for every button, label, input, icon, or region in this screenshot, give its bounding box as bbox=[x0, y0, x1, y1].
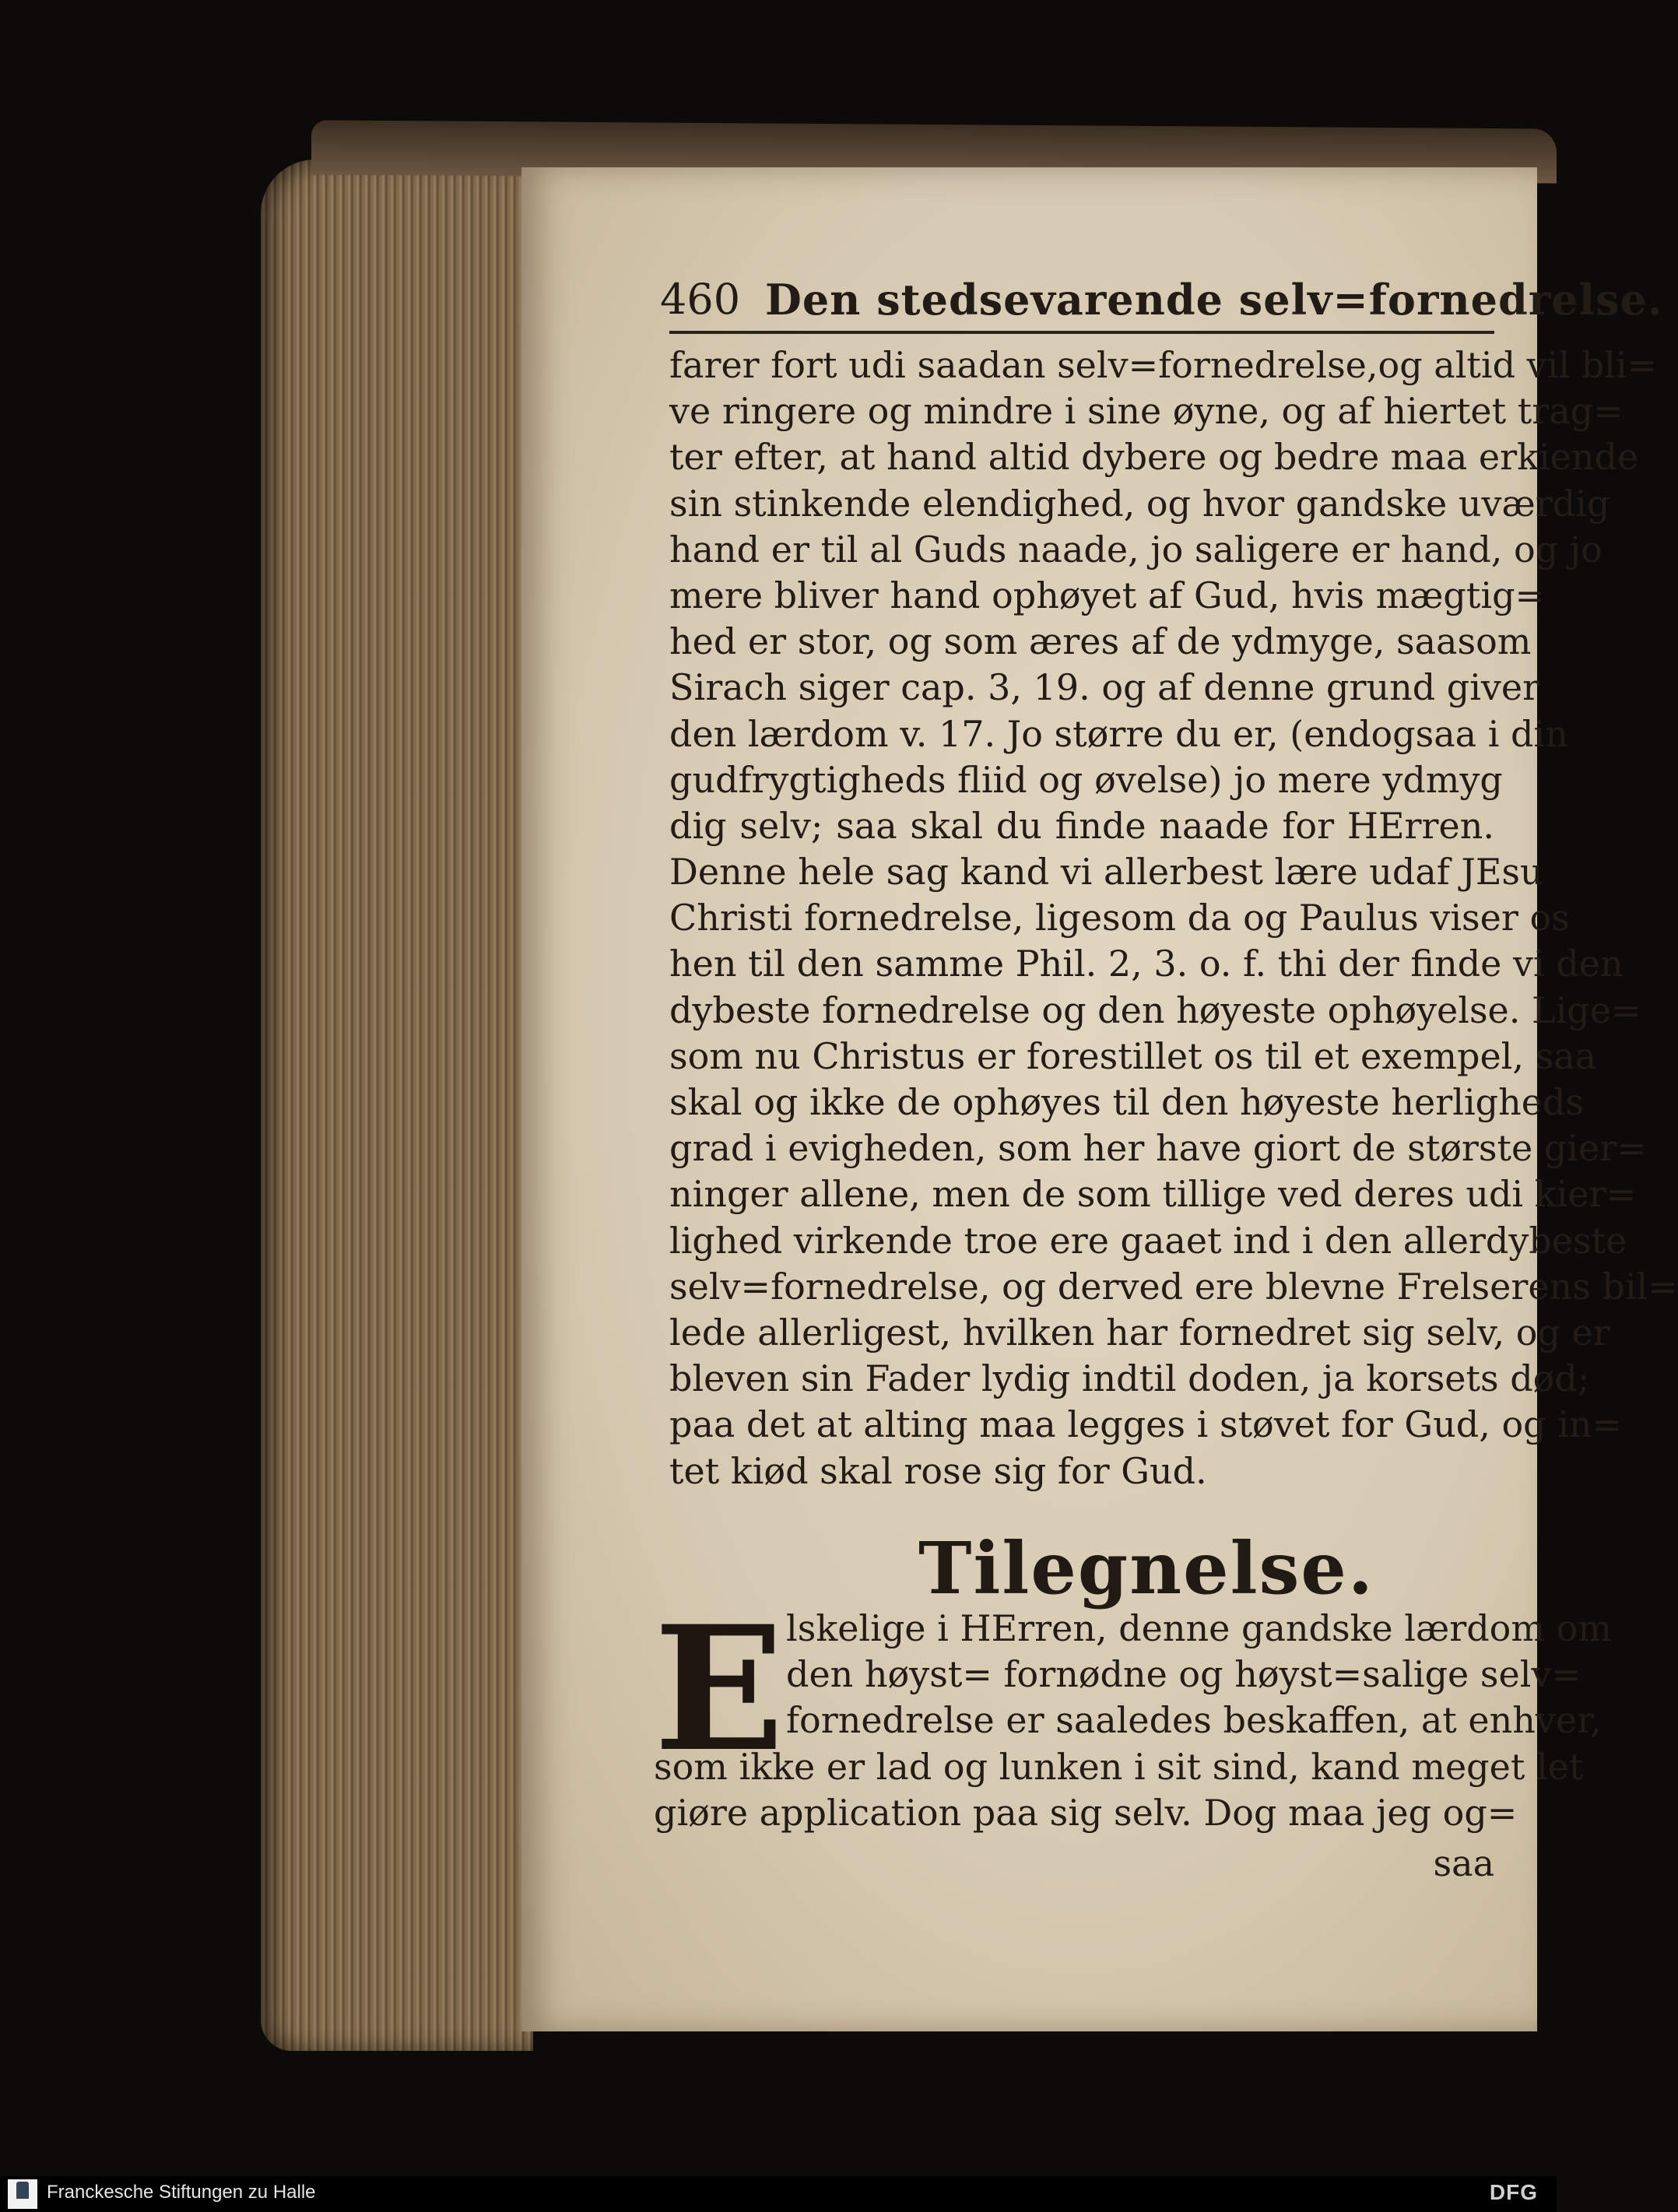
text-line: som ikke er lad og lunken i sit sind, kand meget let bbox=[654, 1745, 1584, 1788]
book-page-edges bbox=[261, 160, 533, 2051]
text-line: Christi fornedrelse, ligesom da og Paulus viser os bbox=[669, 897, 1570, 939]
text-line: fornedrelse er saaledes beskaffen, at enhver, bbox=[786, 1699, 1602, 1742]
text-line: den lærdom v. 17. Jo større du er, (endogsaa i din bbox=[669, 712, 1568, 755]
text-line: selv=fornedrelse, og derved ere blevne Frelserens bil= bbox=[669, 1265, 1678, 1308]
application-text bbox=[654, 1588, 1612, 1836]
text-line: sin stinkende elendighed, og hvor gandske uværdig bbox=[669, 482, 1610, 525]
text-line: hed er stor, og som æres af de ydmyge, saasom bbox=[669, 620, 1532, 663]
text-line: tet kiød skal rose sig for Gud. bbox=[669, 1449, 1207, 1492]
text-line: farer fort udi saadan selv=fornedrelse,og altid vil bli= bbox=[669, 344, 1658, 386]
text-line: paa det at alting maa legges i støvet for Gud, og in= bbox=[669, 1403, 1623, 1446]
catchword: saa bbox=[1433, 1842, 1494, 1884]
header-rule bbox=[669, 331, 1494, 334]
text-line: mere bliver hand ophøyet af Gud, hvis mægtig= bbox=[669, 574, 1546, 616]
institution-logo-icon[interactable] bbox=[8, 2179, 37, 2209]
drop-capital: E bbox=[654, 1588, 785, 1789]
text-line: grad i evigheden, som her have giort de største gier= bbox=[669, 1127, 1647, 1170]
text-line: gudfrygtigheds fliid og øvelse) jo mere ydmyg bbox=[669, 758, 1503, 801]
text-line: Sirach siger cap. 3, 19. og af denne grund giver bbox=[669, 666, 1540, 709]
body-text bbox=[669, 342, 1678, 1494]
text-line: hen til den samme Phil. 2, 3. o. f. thi der finde vi den bbox=[669, 943, 1624, 985]
text-line: lede allerligest, hvilken har fornedret sig selv, og er bbox=[669, 1311, 1610, 1354]
text-line: Denne hele sag kand vi allerbest lære udaf JEsu bbox=[669, 851, 1543, 894]
text-line: lskelige i HErren, denne gandske lærdom om bbox=[786, 1607, 1612, 1649]
text-line: skal og ikke de ophøyes til den høyeste herligheds bbox=[669, 1081, 1585, 1123]
text-line: ter efter, at hand altid dybere og bedre maa erkiende bbox=[669, 436, 1639, 479]
funder-logo[interactable]: DFG bbox=[1489, 2180, 1538, 2204]
text-line: den høyst= fornødne og høyst=salige selv= bbox=[786, 1653, 1581, 1696]
text-line: dig selv; saa skal du finde naade for HErren. bbox=[669, 804, 1494, 847]
running-header bbox=[660, 269, 1663, 331]
running-title: Den stedsevarende selv=fornedrelse. bbox=[765, 275, 1663, 325]
text-line: bleven sin Fader lydig indtil doden, ja korsets død; bbox=[669, 1357, 1590, 1400]
page-number: 460 bbox=[660, 275, 741, 324]
institution-link[interactable]: Franckesche Stiftungen zu Halle bbox=[47, 2182, 316, 2203]
text-line: dybeste fornedrelse og den høyeste ophøyelse. Lige= bbox=[669, 988, 1641, 1031]
viewer-footer bbox=[0, 2176, 1557, 2212]
text-line: hand er til al Guds naade, jo saligere er hand, og jo bbox=[669, 528, 1603, 571]
text-line: som nu Christus er forestillet os til et exempel, saa bbox=[669, 1034, 1597, 1077]
section-heading: Tilegnelse. bbox=[918, 1526, 1374, 1610]
text-line: lighed virkende troe ere gaaet ind i den allerdybeste bbox=[669, 1219, 1627, 1262]
text-line: ve ringere og mindre i sine øyne, og af hiertet trag= bbox=[669, 390, 1624, 433]
text-line: ninger allene, men de som tillige ved deres udi kier= bbox=[669, 1173, 1637, 1216]
text-line: giøre application paa sig selv. Dog maa jeg og= bbox=[654, 1791, 1518, 1834]
